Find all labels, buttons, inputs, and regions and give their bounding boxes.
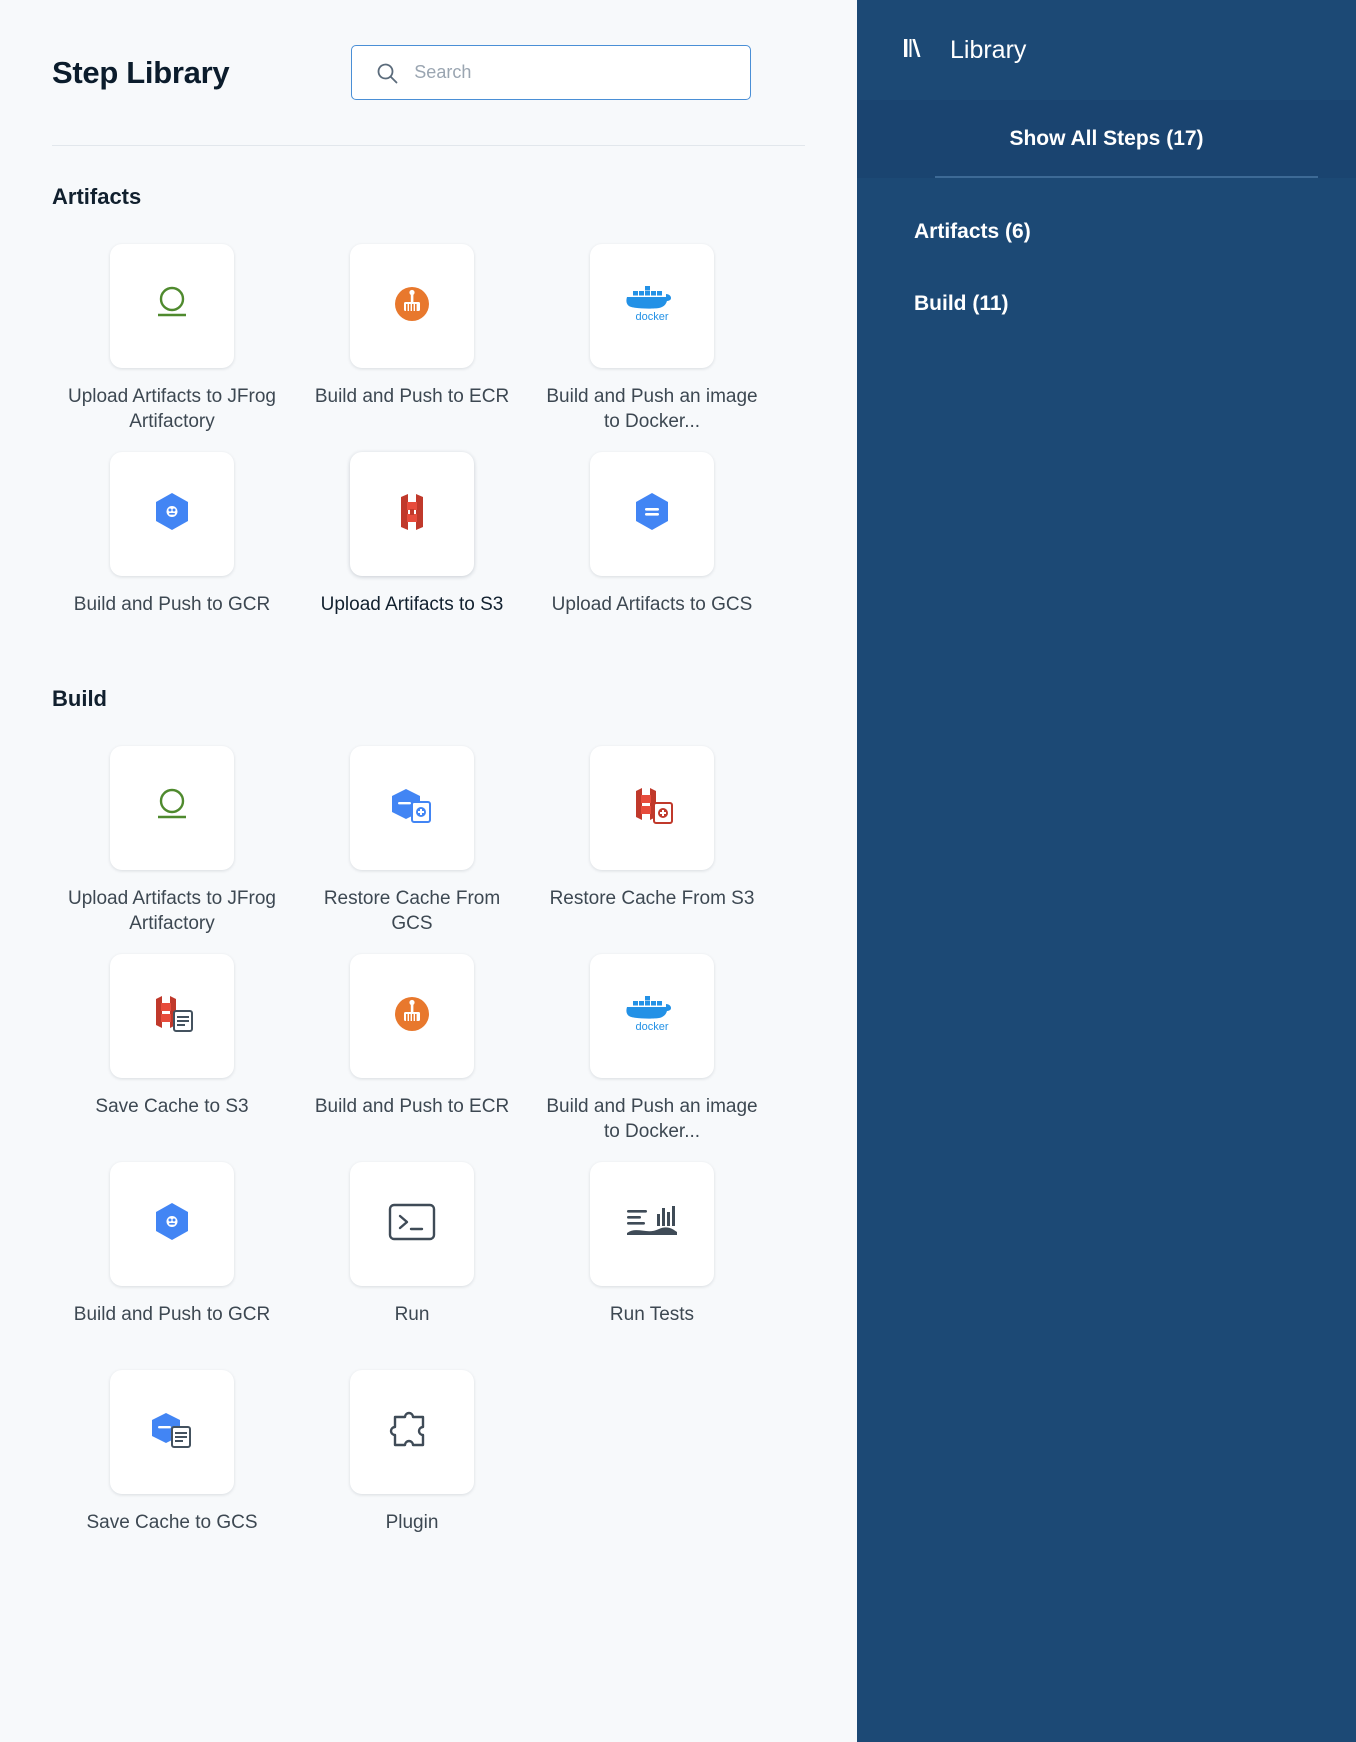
header-divider	[52, 145, 805, 146]
panel-header	[52, 0, 805, 145]
step-card-label: Upload Artifacts to JFrog Artifactory	[67, 386, 277, 432]
step-icon-tile	[110, 1370, 234, 1494]
step-icon-tile	[590, 746, 714, 870]
svg-text:docker: docker	[635, 310, 669, 323]
library-icon	[902, 36, 928, 65]
step-card-label: Save Cache to S3	[95, 1096, 249, 1117]
step-card-build-push-gcr[interactable]	[52, 440, 292, 648]
step-card-label: Run Tests	[609, 1304, 695, 1325]
step-icon-tile	[350, 244, 474, 368]
step-card-label: Restore Cache From S3	[549, 888, 755, 909]
step-icon-tile	[590, 244, 714, 368]
step-card-label: Build and Push an image to Docker...	[546, 1096, 758, 1142]
search-field-wrapper	[351, 45, 751, 100]
step-card-build-push-docker-2[interactable]	[532, 942, 772, 1150]
step-icon-tile	[590, 1162, 714, 1286]
step-icon-tile	[110, 954, 234, 1078]
library-category-list	[857, 178, 1356, 316]
step-icon-tile	[350, 954, 474, 1078]
aws-ecr-icon	[389, 991, 435, 1042]
jfrog-icon	[147, 781, 197, 836]
step-card-label: Plugin	[385, 1512, 439, 1533]
step-card-label: Upload Artifacts to JFrog Artifactory	[67, 888, 277, 934]
library-category-build[interactable]: Build (11)	[914, 292, 1009, 315]
step-icon-tile	[350, 452, 474, 576]
gcr-icon	[147, 487, 197, 542]
show-all-steps-button[interactable]: Show All Steps (17)	[857, 100, 1356, 178]
step-card-build-push-docker[interactable]	[532, 232, 772, 440]
run-tests-icon	[623, 1202, 681, 1247]
gcs-restore-cache-icon	[386, 782, 438, 835]
step-icon-tile	[110, 1162, 234, 1286]
step-icon-tile	[350, 1162, 474, 1286]
step-card-upload-artifacts-s3[interactable]	[292, 440, 532, 648]
jfrog-icon	[147, 279, 197, 334]
step-card-label: Build and Push to GCR	[73, 594, 271, 615]
step-card-run-tests[interactable]	[532, 1150, 772, 1358]
step-icon-tile	[350, 1370, 474, 1494]
group-title-build: Build	[52, 686, 107, 711]
library-header	[857, 0, 1356, 100]
step-card-restore-cache-s3[interactable]	[532, 734, 772, 942]
step-card-label: Build and Push an image to Docker...	[546, 386, 758, 432]
step-card-restore-cache-gcs[interactable]	[292, 734, 532, 942]
gcs-icon	[627, 487, 677, 542]
step-icon-tile	[590, 452, 714, 576]
step-card-save-cache-s3[interactable]	[52, 942, 292, 1150]
step-icon-tile	[350, 746, 474, 870]
step-card-upload-artifacts-gcs[interactable]	[532, 440, 772, 648]
step-card-label: Upload Artifacts to S3	[320, 594, 504, 615]
aws-ecr-icon	[389, 281, 435, 332]
step-card-plugin[interactable]	[292, 1358, 532, 1566]
step-icon-tile	[590, 954, 714, 1078]
s3-restore-cache-icon	[626, 782, 678, 835]
gcr-icon	[147, 1197, 197, 1252]
s3-save-cache-icon	[146, 990, 198, 1043]
group-title-artifacts: Artifacts	[52, 184, 142, 209]
group-build	[52, 686, 805, 1566]
step-icon-tile	[110, 244, 234, 368]
library-category-artifacts[interactable]: Artifacts (6)	[914, 220, 1031, 243]
step-card-build-push-ecr-2[interactable]	[292, 942, 532, 1150]
terminal-icon	[386, 1200, 438, 1249]
gcs-save-cache-icon	[146, 1406, 198, 1459]
page-title: Step Library	[52, 54, 230, 90]
plugin-puzzle-icon	[387, 1405, 437, 1460]
step-card-label: Build and Push to ECR	[314, 386, 510, 407]
step-card-build-push-gcr-2[interactable]	[52, 1150, 292, 1358]
group-artifacts	[52, 184, 805, 648]
docker-icon	[619, 991, 685, 1042]
search-input[interactable]	[351, 45, 751, 100]
step-card-build-push-ecr[interactable]	[292, 232, 532, 440]
step-card-label: Save Cache to GCS	[86, 1512, 258, 1533]
aws-s3-icon	[388, 488, 436, 541]
step-card-build-upload-artifacts-jfrog[interactable]	[52, 734, 292, 942]
docker-icon	[619, 281, 685, 332]
step-grid-build	[52, 734, 805, 1566]
step-card-label: Run	[394, 1304, 430, 1325]
step-card-save-cache-gcs[interactable]	[52, 1358, 292, 1566]
step-card-label: Build and Push to GCR	[73, 1304, 271, 1325]
library-title: Library	[950, 35, 1027, 64]
step-grid-artifacts	[52, 232, 805, 648]
step-card-run[interactable]	[292, 1150, 532, 1358]
svg-text:docker: docker	[635, 1020, 669, 1033]
step-card-label: Upload Artifacts to GCS	[551, 594, 753, 615]
step-icon-tile	[110, 746, 234, 870]
library-sidebar	[857, 0, 1356, 1742]
step-card-upload-artifacts-jfrog[interactable]	[52, 232, 292, 440]
step-card-label: Restore Cache From GCS	[323, 888, 501, 934]
step-card-label: Build and Push to ECR	[314, 1096, 510, 1117]
step-icon-tile	[110, 452, 234, 576]
